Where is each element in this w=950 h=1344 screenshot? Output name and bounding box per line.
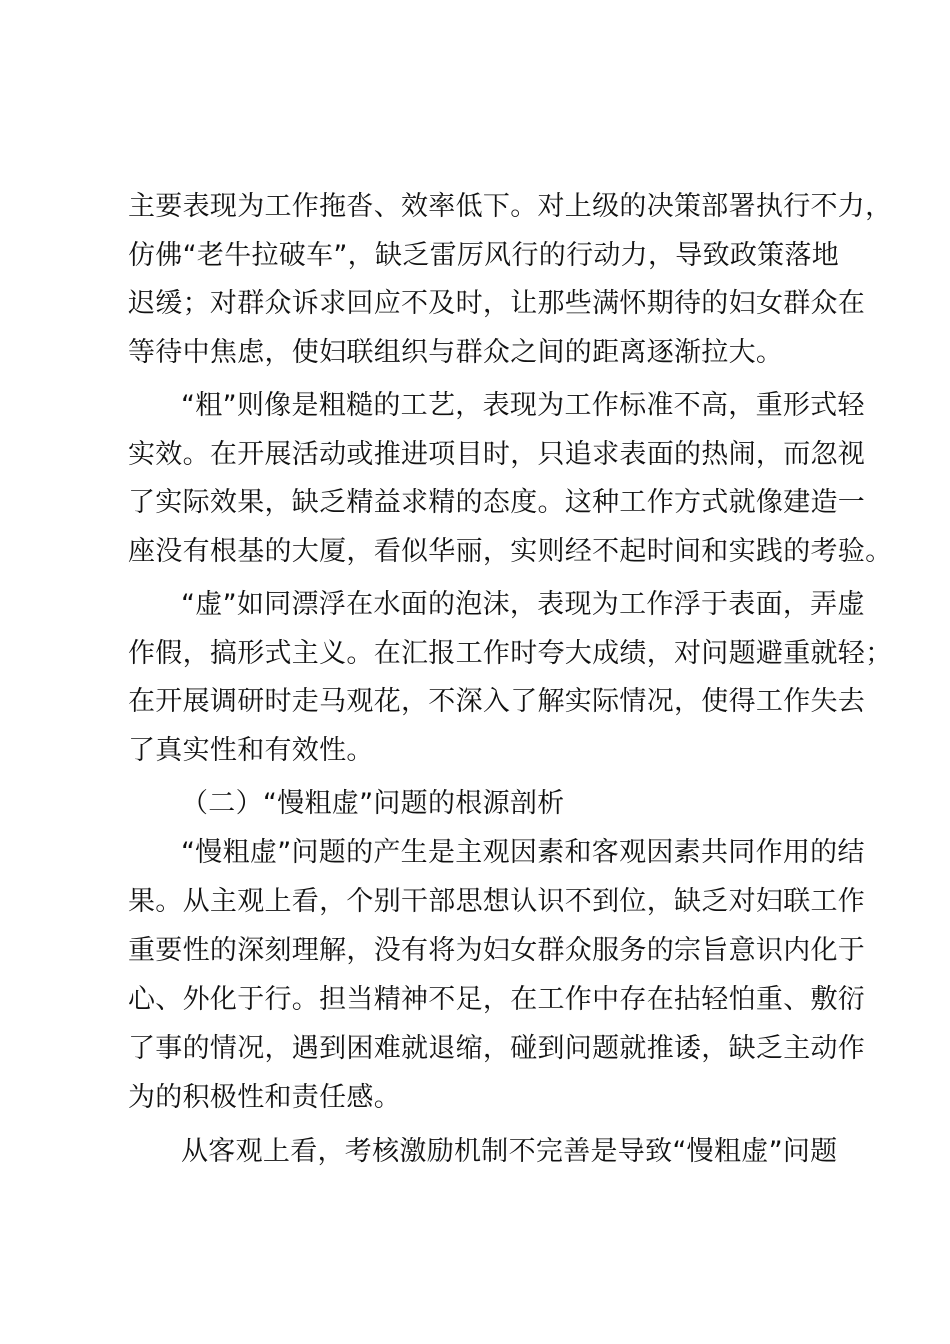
paragraph-false-line-4: 了真实性和有效性。 <box>128 735 374 766</box>
paragraph-cause-line-3: 重要性的深刻理解，没有将为妇女群众服务的宗旨意识内化于 <box>128 935 866 966</box>
paragraph-false-line-1: “虚”如同漂浮在水面的泡沫，表现为工作浮于表面，弄虚 <box>181 589 865 620</box>
paragraph-rough-line-3: 了实际效果，缺乏精益求精的态度。这种工作方式就像建造一 <box>128 487 866 518</box>
paragraph-slow-line-3: 迟缓；对群众诉求回应不及时，让那些满怀期待的妇女群众在 <box>128 288 866 319</box>
paragraph-cause-line-2: 果。从主观上看，个别干部思想认识不到位，缺乏对妇联工作 <box>128 886 866 917</box>
section-heading: （二）“慢粗虚”问题的根源剖析 <box>181 788 565 819</box>
paragraph-slow-line-4: 等待中焦虑，使妇联组织与群众之间的距离逐渐拉大。 <box>128 337 784 368</box>
paragraph-rough-line-1: “粗”则像是粗糙的工艺，表现为工作标准不高，重形式轻 <box>181 390 865 421</box>
paragraph-objective-line-1: 从客观上看，考核激励机制不完善是导致“慢粗虚”问题 <box>181 1136 838 1167</box>
paragraph-false-line-3: 在开展调研时走马观花，不深入了解实际情况，使得工作失去 <box>128 686 866 717</box>
paragraph-cause-line-6: 为的积极性和责任感。 <box>128 1082 401 1113</box>
paragraph-slow-line-2: 仿佛“老牛拉破车”，缺乏雷厉风行的行动力，导致政策落地 <box>128 240 840 271</box>
paragraph-cause-line-5: 了事的情况，遇到困难就退缩，碰到问题就推诿，缺乏主动作 <box>128 1033 866 1064</box>
paragraph-rough-line-4: 座没有根基的大厦，看似华丽，实则经不起时间和实践的考验。 <box>128 536 893 567</box>
paragraph-slow-line-1: 主要表现为工作拖沓、效率低下。对上级的决策部署执行不力， <box>128 191 893 222</box>
paragraph-cause-line-4: 心、外化于行。担当精神不足，在工作中存在拈轻怕重、敷衍 <box>128 984 866 1015</box>
paragraph-rough-line-2: 实效。在开展活动或推进项目时，只追求表面的热闹，而忽视 <box>128 439 866 470</box>
paragraph-cause-line-1: “慢粗虚”问题的产生是主观因素和客观因素共同作用的结 <box>181 837 865 868</box>
paragraph-false-line-2: 作假，搞形式主义。在汇报工作时夸大成绩，对问题避重就轻； <box>128 638 893 669</box>
